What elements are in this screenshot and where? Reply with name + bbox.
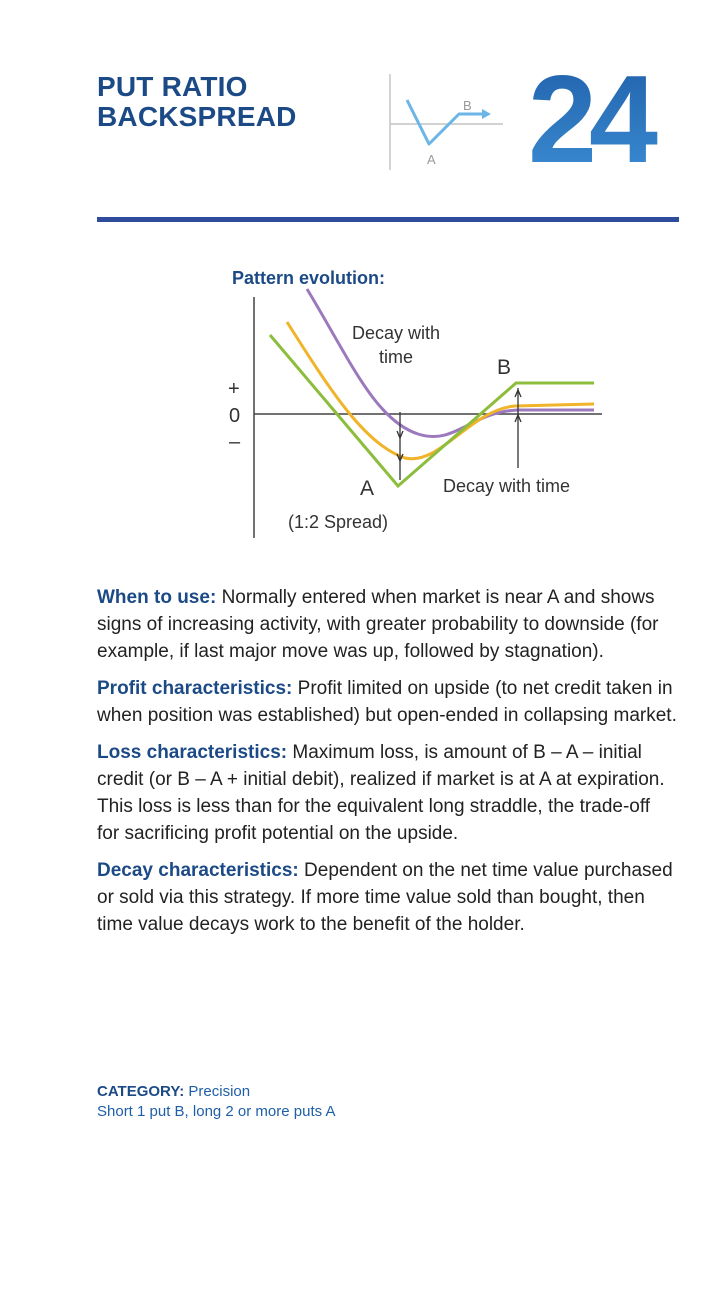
strategy-mini-diagram xyxy=(385,72,510,172)
section-heading: When to use: xyxy=(97,587,217,608)
header-divider xyxy=(97,217,679,222)
section-heading: Loss characteristics: xyxy=(97,742,288,763)
category-value: Precision xyxy=(188,1083,251,1100)
chart-label-b: B xyxy=(497,356,512,379)
pattern-evolution-diagram xyxy=(0,250,728,550)
section-text: Profit limited on upside (to net credit taken in when position was established) but open-ended in collapsing market. xyxy=(97,678,677,726)
section-text: Dependent on the net time value purchased or sold via this strategy. If more time value sold than bought, then time value decays work to the benefit of the holder. xyxy=(97,860,673,935)
section-profit xyxy=(97,675,677,729)
page-title xyxy=(97,72,297,132)
axis-plus-sign: + xyxy=(228,378,240,400)
category-description: Short 1 put B, long 2 or more puts A xyxy=(97,1103,336,1120)
category-line xyxy=(97,1082,335,1102)
section-text: Maximum loss, is amount of B – A – initial credit (or B – A + initial debit), realized if market is at A at expiration. This loss is less than for the equivalent long straddle, the trade-off for sacrificing profit potential on the upside. xyxy=(97,742,665,844)
title-line-2: BACKSPREAD xyxy=(97,101,297,132)
decay-label-right: Decay with time xyxy=(443,476,571,496)
category-block xyxy=(97,1082,335,1122)
decay-label-top-line2: time xyxy=(378,347,414,367)
section-heading: Profit characteristics: xyxy=(97,678,293,699)
category-label: CATEGORY: xyxy=(97,1083,185,1100)
decay-label-top-line1: Decay with xyxy=(351,323,441,343)
section-loss xyxy=(97,739,677,847)
section-when-to-use xyxy=(97,584,677,665)
mini-label-a: A xyxy=(427,152,436,167)
mini-label-b: B xyxy=(463,98,472,113)
section-text: Normally entered when market is near A and shows signs of increasing activity, with greater probability to downside (for example, if last major move was up, followed by stagnation). xyxy=(97,587,659,662)
page-number: 24 xyxy=(528,50,688,190)
axis-minus-sign: – xyxy=(229,431,241,453)
axis-zero-label: 0 xyxy=(229,405,241,427)
section-decay xyxy=(97,857,677,938)
strategy-description xyxy=(97,584,677,948)
chart-title: Pattern evolution: xyxy=(232,268,386,288)
title-line-1: PUT RATIO xyxy=(97,71,248,102)
mini-arrow-head xyxy=(482,109,491,119)
mid-curve xyxy=(287,322,594,459)
spread-label: (1:2 Spread) xyxy=(288,512,389,532)
chart-label-a: A xyxy=(360,477,375,500)
section-heading: Decay characteristics: xyxy=(97,860,299,881)
